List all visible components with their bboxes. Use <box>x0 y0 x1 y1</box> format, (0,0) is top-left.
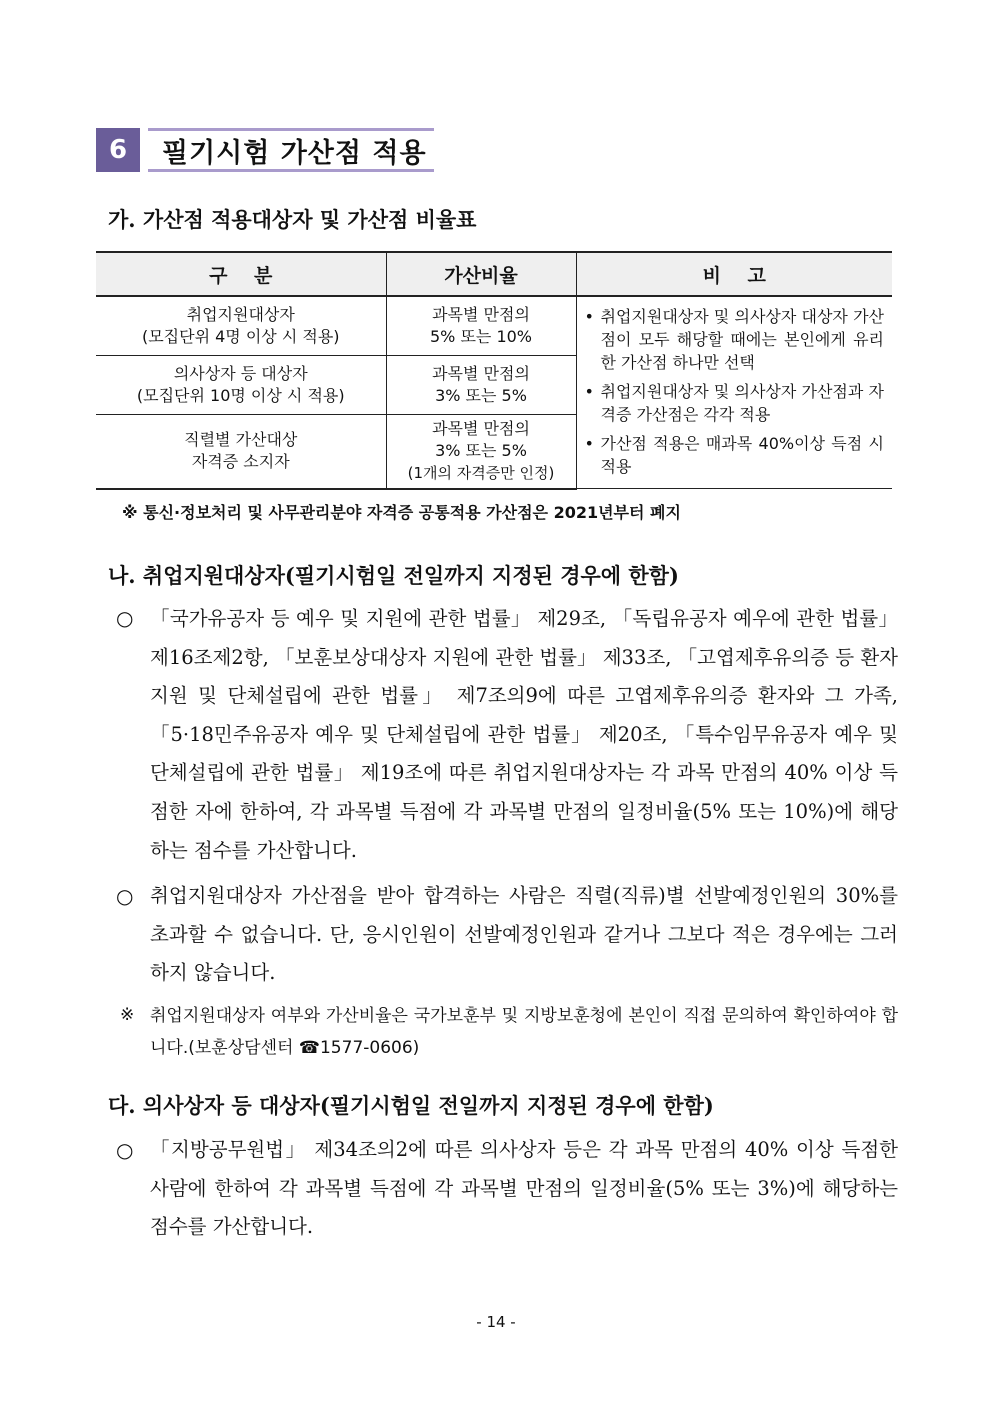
table-header-remarks: 비 고 <box>576 252 892 296</box>
subheading-c: 다. 의사상자 등 대상자(필기시험일 전일까지 지정된 경우에 한함) <box>108 1093 714 1118</box>
table-row <box>96 296 892 355</box>
remark-item: • 취업지원대상자 및 의사상자 대상자 가산점이 모두 해당할 때에는 본인에게 유리한 가산점 하나만 선택 <box>585 305 885 374</box>
inquiry-note: 취업지원대상자 여부와 가산비율은 국가보훈부 및 지방보훈청에 본인이 직접 문의하여 확인하여야 합니다.(보훈상담센터 ☎1577-0606) <box>150 1006 898 1058</box>
section-number-badge: 6 <box>96 128 140 172</box>
remark-item: • 취업지원대상자 및 의사상자 가산점과 자격증 가산점은 각각 적용 <box>585 380 885 426</box>
paragraph-disaster-victims: 「지방공무원법」 제34조의2에 따른 의사상자 등은 각 과목 만점의 40% 이상 득점한 사람에 한하여 각 과목별 득점에 각 과목별 만점의 일정비율(5% 또는 3%)에 해당하는 점수를 가산합니다. <box>150 1138 898 1239</box>
circle-bullet-icon: ○ <box>116 1138 134 1162</box>
circle-bullet-icon: ○ <box>116 884 134 908</box>
bonus-rate-table <box>96 251 892 490</box>
table-cell-rate: 과목별 만점의 3% 또는 5% <box>386 355 576 414</box>
reference-mark: ※ <box>120 1005 135 1025</box>
table-cell-rate: 과목별 만점의 5% 또는 10% <box>386 296 576 355</box>
circle-bullet-icon: ○ <box>116 606 134 630</box>
table-cell-category: 취업지원대상자 (모집단위 4명 이상 시 적용) <box>96 296 386 355</box>
table-cell-remarks <box>576 296 892 489</box>
paragraph-limit: 취업지원대상자 가산점을 받아 합격하는 사람은 직렬(직류)별 선발예정인원의 30%를 초과할 수 없습니다. 단, 응시인원이 선발예정인원과 같거나 그보다 적은 경우에는 그러하지 않습니다. <box>150 884 898 985</box>
table-header-row <box>96 252 892 296</box>
remark-item: • 가산점 적용은 매과목 40%이상 득점 시 적용 <box>585 432 885 478</box>
section-header <box>96 128 434 172</box>
table-header-rate: 가산비율 <box>386 252 576 296</box>
table-cell-category: 의사상자 등 대상자 (모집단위 10명 이상 시 적용) <box>96 355 386 414</box>
table-cell-category: 직렬별 가산대상 자격증 소지자 <box>96 415 386 489</box>
subheading-b: 나. 취업지원대상자(필기시험일 전일까지 지정된 경우에 한함) <box>108 563 679 588</box>
subheading-a: 가. 가산점 적용대상자 및 가산점 비율표 <box>108 207 477 232</box>
page-number: - 14 - <box>476 1313 516 1331</box>
table-header-category: 구 분 <box>96 252 386 296</box>
paragraph-eligibility: 「국가유공자 등 예우 및 지원에 관한 법률」 제29조, 「독립유공자 예우에 관한 법률」 제16조제2항, 「보훈보상대상자 지원에 관한 법률」 제33조, 「고엽제후유의증 등 환자지원 및 단체설립에 관한 법률」 제7조의9에 따른 고엽제후유의증 환자와 그 가족, 「5·18민주유공자 예우 및 단체설립에 관한 법률」 제20조, 「특수임무유공자 예우 및 단체설립에 관한 법률」 제19조에 따른 취업지원대상자는 각 과목 만점의 40% 이상 득점한 자에 한하여, 각 과목별 득점에 각 과목별 만점의 일정비율(5% 또는 10%)에 해당하는 점수를 가산합니다. <box>150 607 898 862</box>
table-footnote: ※ 통신·정보처리 및 사무관리분야 자격증 공통적용 가산점은 2021년부터 폐지 <box>122 503 681 522</box>
section-title: 필기시험 가산점 적용 <box>148 128 434 172</box>
table-cell-rate: 과목별 만점의 3% 또는 5% (1개의 자격증만 인정) <box>386 415 576 489</box>
